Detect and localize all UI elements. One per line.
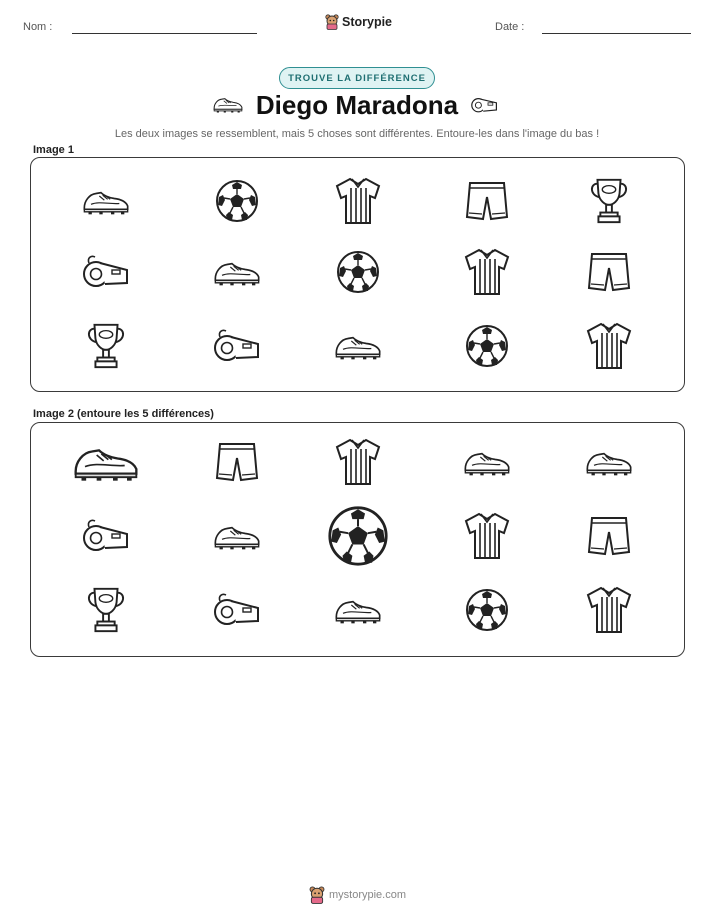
image1-shoe-icon[interactable] xyxy=(212,256,262,288)
brand-name: Storypie xyxy=(342,15,393,29)
image2-shorts-icon[interactable] xyxy=(214,440,260,484)
footer xyxy=(309,886,406,904)
image1-shoe-icon[interactable] xyxy=(333,330,383,362)
date-label: Date : xyxy=(495,21,525,33)
image2-trophy-icon[interactable] xyxy=(82,585,130,635)
image1-ball-icon[interactable] xyxy=(336,250,380,294)
image2-ball-icon[interactable] xyxy=(465,588,509,632)
image1-shoe-icon[interactable] xyxy=(81,185,131,217)
image1-jersey-icon[interactable] xyxy=(463,247,511,297)
image2-shoe-icon[interactable] xyxy=(584,446,634,478)
image1-ball-icon[interactable] xyxy=(215,179,259,223)
image1-shorts-icon[interactable] xyxy=(464,179,510,223)
brand-logo xyxy=(325,14,392,30)
name-label: Nom : xyxy=(23,21,53,33)
footer-url: mystorypie.com xyxy=(329,889,407,901)
image2-label: Image 2 (entoure les 5 différences) xyxy=(33,408,214,420)
image2-jersey-icon[interactable] xyxy=(334,437,382,487)
bear-icon xyxy=(325,14,339,30)
image2-shoe-icon[interactable] xyxy=(212,520,262,552)
image2-shoe-icon[interactable] xyxy=(71,440,141,484)
page-title: Diego Maradona xyxy=(255,90,459,120)
image1-trophy-icon[interactable] xyxy=(82,321,130,371)
image1-whistle-icon[interactable] xyxy=(81,252,131,292)
image1-label: Image 1 xyxy=(33,144,74,156)
image2-whistle-icon[interactable] xyxy=(81,516,131,556)
instructions: Les deux images se ressemblent, mais 5 choses sont différentes. Entoure-les dans l'image du bas ! xyxy=(114,128,600,140)
image2-jersey-icon[interactable] xyxy=(463,511,511,561)
image2-jersey-icon[interactable] xyxy=(585,585,633,635)
image1-shorts-icon[interactable] xyxy=(586,250,632,294)
image1-whistle-icon[interactable] xyxy=(212,326,262,366)
image1-ball-icon[interactable] xyxy=(465,324,509,368)
image2-shorts-icon[interactable] xyxy=(586,514,632,558)
shoe-icon xyxy=(212,93,244,120)
image2-shoe-icon[interactable] xyxy=(333,594,383,626)
image1-jersey-icon[interactable] xyxy=(585,321,633,371)
name-line[interactable] xyxy=(72,33,257,34)
date-line[interactable] xyxy=(542,33,691,34)
image2-whistle-icon[interactable] xyxy=(212,590,262,630)
image2-ball-icon[interactable] xyxy=(327,505,389,567)
image2-shoe-icon[interactable] xyxy=(462,446,512,478)
whistle-icon xyxy=(470,93,500,120)
image1-trophy-icon[interactable] xyxy=(585,176,633,226)
activity-badge: TROUVE LA DIFFÉRENCE xyxy=(279,67,435,89)
bear-icon xyxy=(309,886,325,904)
image1-jersey-icon[interactable] xyxy=(334,176,382,226)
